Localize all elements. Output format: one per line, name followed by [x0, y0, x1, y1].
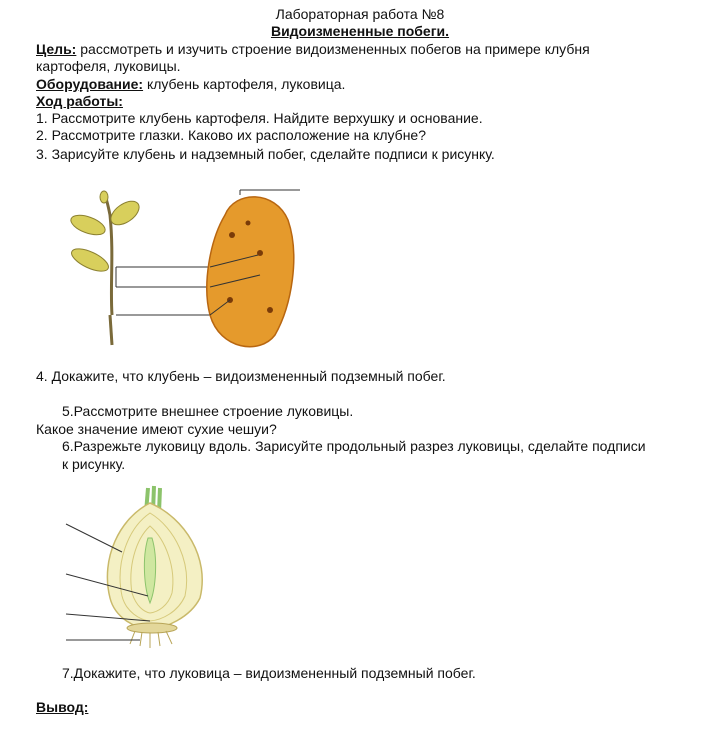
- step-4: 4. Докажите, что клубень – видоизмененный подземный побег.: [36, 368, 446, 384]
- equipment-label: Оборудование:: [36, 76, 144, 92]
- step-3: 3. Зарисуйте клубень и надземный побег, сделайте подписи к рисунку.: [36, 146, 495, 162]
- goal-line-1: [36, 41, 590, 58]
- potato-figure: [60, 175, 320, 355]
- procedure-label: Ход работы:: [36, 93, 123, 109]
- conclusion-label: Вывод:: [36, 699, 89, 715]
- step-2: 2. Рассмотрите глазки. Каково их расположение на клубне?: [36, 127, 426, 143]
- goal-line-2: картофеля, луковицы.: [36, 58, 181, 74]
- equipment-line: [36, 76, 345, 93]
- goal-label: Цель:: [36, 41, 77, 57]
- page-subtitle: Видоизмененные побеги.: [270, 23, 450, 39]
- step-7: 7.Докажите, что луковица – видоизмененный подземный побег.: [62, 665, 476, 681]
- question-dry-scales: Какое значение имеют сухие чешуи?: [36, 421, 277, 437]
- onion-figure: [60, 478, 240, 653]
- step-6-line-2: к рисунку.: [62, 456, 126, 472]
- step-5: 5.Рассмотрите внешнее строение луковицы.: [62, 403, 354, 419]
- goal-text: рассмотреть и изучить строение видоизмененных побегов на примере клубня: [80, 41, 590, 57]
- step-6-line-1: 6.Разрежьте луковицу вдоль. Зарисуйте продольный разрез луковицы, сделайте подписи: [62, 438, 646, 454]
- page-title: Лабораторная работа №8: [275, 6, 445, 22]
- step-1: 1. Рассмотрите клубень картофеля. Найдите верхушку и основание.: [36, 110, 483, 126]
- equipment-text: клубень картофеля, луковица.: [146, 76, 346, 92]
